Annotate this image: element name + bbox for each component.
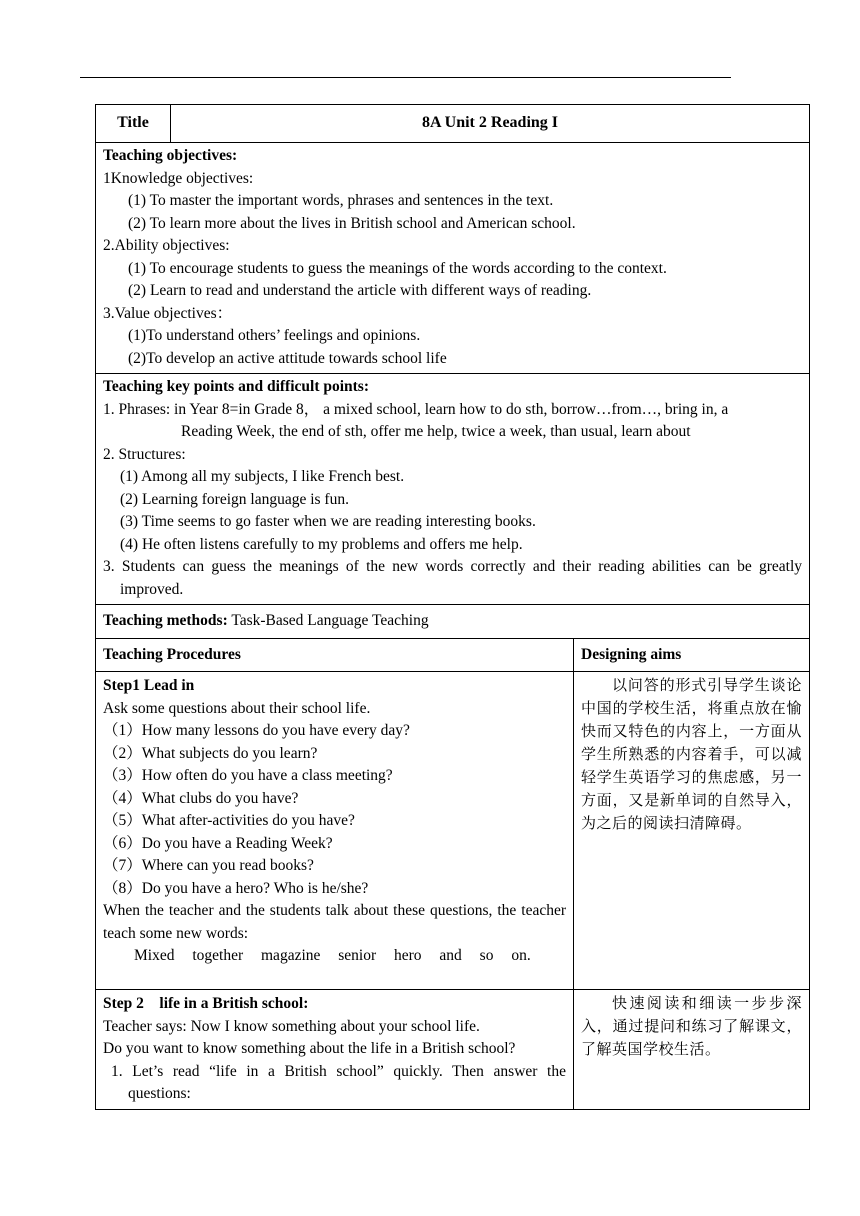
step1-title: Step1 Lead in — [103, 677, 195, 694]
step1-after: When the teacher and the students talk about these questions, the teacher teach some new words: — [103, 902, 566, 942]
ability-item-1: (1) To encourage students to guess the meanings of the words according to the context. — [128, 259, 667, 277]
step1-cell — [96, 672, 574, 990]
step2-line-1: Teacher says: Now I know something about your school life. — [103, 1017, 480, 1035]
step1-question-6: （6）Do you have a Reading Week? — [103, 834, 333, 852]
title-value: 8A Unit 2 Reading I — [171, 105, 810, 143]
objectives-heading: Teaching objectives: — [103, 147, 238, 164]
step2-aim: 快速阅读和细读一步步深入，通过提问和练习了解课文，了解英国学校生活。 — [581, 994, 802, 1058]
knowledge-item-2: (2) To learn more about the lives in British school and American school. — [128, 214, 576, 232]
header-rule — [80, 77, 731, 78]
step2-cell — [96, 990, 574, 1110]
structure-item-1: (1) Among all my subjects, I like French best. — [120, 468, 405, 485]
objectives-cell — [96, 143, 810, 374]
step1-question-8: （8）Do you have a hero? Who is he/she? — [103, 879, 369, 897]
title-label: Title — [96, 105, 171, 143]
value-objectives: 3.Value objectives： — [103, 304, 233, 322]
step2-aim-cell — [574, 990, 810, 1110]
value-item-1: (1)To understand others’ feelings and opinions. — [128, 327, 421, 344]
step2-line-2: Do you want to know something about the life in a British school? — [103, 1040, 516, 1057]
aims-header: Designing aims — [574, 638, 810, 672]
step1-aim: 以问答的形式引导学生谈论中国的学校生活，将重点放在愉快而又特色的内容上，一方面从学生所熟悉的内容着手，可以减轻学生英语学习的焦虑感，另一方面，又是新单词的自然导入，为之后的阅读扫清障碍。 — [581, 676, 802, 832]
keypoints-heading: Teaching key points and difficult points: — [103, 378, 370, 395]
knowledge-objectives: 1Knowledge objectives: — [103, 169, 254, 187]
methods-row — [96, 605, 810, 639]
phrases-line-2: Reading Week, the end of sth, offer me help, twice a week, than usual, learn about — [181, 423, 691, 440]
structure-item-4: (4) He often listens carefully to my problems and offers me help. — [120, 535, 523, 553]
value-item-2: (2)To develop an active attitude towards school life — [128, 349, 447, 367]
step1-aim-cell — [574, 672, 810, 990]
title-row — [96, 105, 810, 143]
step1-intro: Ask some questions about their school life. — [103, 699, 371, 717]
procedures-header: Teaching Procedures — [96, 638, 574, 672]
step1-question-5: （5）What after-activities do you have? — [103, 812, 355, 829]
step2-task-1: 1. Let’s read “life in a British school” quickly. Then answer the questions: — [111, 1062, 566, 1102]
keypoints-cell — [96, 374, 810, 605]
lesson-plan-table — [95, 104, 810, 1110]
step1-question-4: （4）What clubs do you have? — [103, 789, 299, 807]
methods-value: Task-Based Language Teaching — [227, 612, 429, 629]
step1-question-7: （7）Where can you read books? — [103, 857, 314, 874]
step1-row — [96, 672, 810, 990]
step2-row — [96, 990, 810, 1110]
ability-objectives: 2.Ability objectives: — [103, 237, 230, 254]
methods-cell — [96, 605, 810, 639]
step1-question-2: （2）What subjects do you learn? — [103, 744, 318, 762]
structure-item-2: (2) Learning foreign language is fun. — [120, 490, 349, 508]
phrases-line-1: 1. Phrases: in Year 8=in Grade 8， a mixed school, learn how to do sth, borrow…from…, bring in, a — [103, 400, 729, 418]
structure-item-3: (3) Time seems to go faster when we are reading interesting books. — [120, 513, 536, 530]
step1-question-1: （1）How many lessons do you have every day? — [103, 722, 410, 739]
step1-question-3: （3）How often do you have a class meeting? — [103, 767, 393, 784]
procedures-header-row — [96, 638, 810, 672]
step2-title: Step 2 life in a British school: — [103, 995, 309, 1012]
structures-heading: 2. Structures: — [103, 445, 186, 463]
knowledge-item-1: (1) To master the important words, phrases and sentences in the text. — [128, 192, 554, 209]
keypoint-3: 3. Students can guess the meanings of the new words correctly and their reading abilities can be greatly improved. — [103, 558, 802, 598]
keypoints-row — [96, 374, 810, 605]
objectives-row — [96, 143, 810, 374]
methods-label: Teaching methods: — [103, 612, 228, 629]
step1-new-words: Mixed together magazine senior hero and so on. — [134, 947, 531, 964]
ability-item-2: (2) Learn to read and understand the article with different ways of reading. — [128, 282, 592, 299]
